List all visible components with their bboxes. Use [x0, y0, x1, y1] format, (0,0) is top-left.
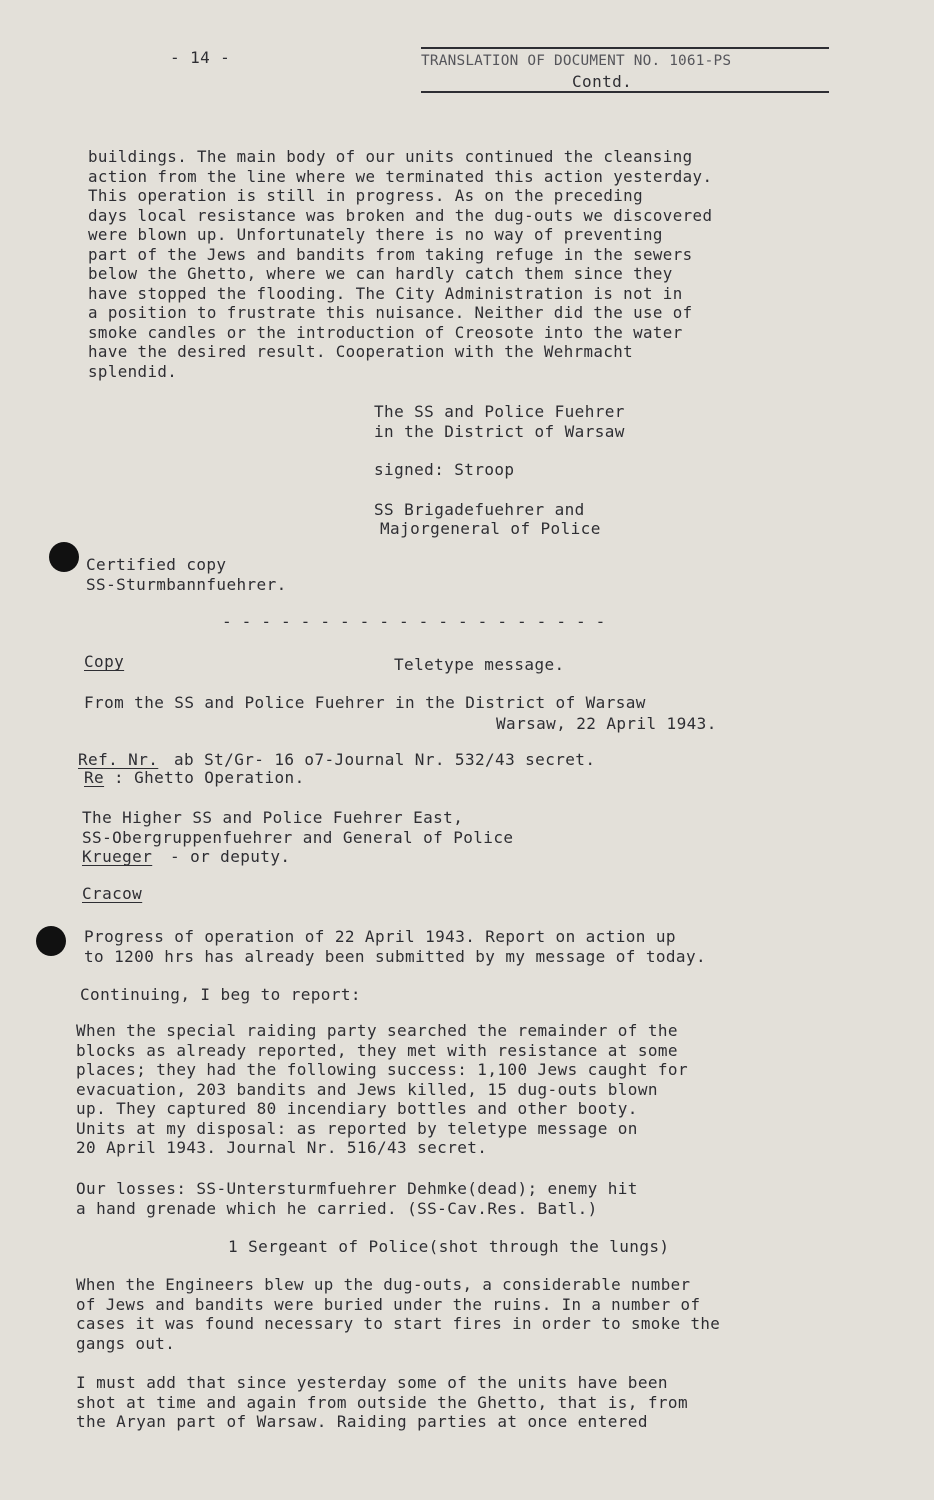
continuing-line: Continuing, I beg to report:	[80, 985, 361, 1004]
city-label: Cracow	[82, 884, 143, 903]
losses-paragraph: Our losses: SS-Untersturmfuehrer Dehmke(dead); enemy hit a hand grenade which he carried. (SS-Cav.Res. Batl.)	[76, 1179, 638, 1218]
closing-paragraph: I must add that since yesterday some of the units have been shot at time and again from outside the Ghetto, that is, from the Aryan part of Warsaw. Raiding parties at once entered	[76, 1373, 689, 1431]
signature-rank-line1: SS Brigadefuehrer and	[374, 500, 585, 519]
continued-label: Contd.	[572, 72, 633, 91]
addressee-line2: SS-Obergruppenfuehrer and General of Police	[82, 828, 514, 847]
sergeant-line: 1 Sergeant of Police(shot through the lungs)	[228, 1237, 670, 1256]
signature-title-line2: in the District of Warsaw	[374, 422, 625, 441]
signature-rank-line2: Majorgeneral of Police	[380, 519, 601, 538]
section-divider: - - - - - - - - - - - - - - - - - - - -	[222, 612, 606, 631]
signature-signed: signed: Stroop	[374, 460, 515, 479]
punch-hole-top	[49, 542, 79, 572]
addressee-line1: The Higher SS and Police Fuehrer East,	[82, 808, 464, 827]
addressee-name: Krueger	[82, 847, 153, 866]
signature-title-line1: The SS and Police Fuehrer	[374, 402, 625, 421]
teletype-heading: Teletype message.	[394, 655, 565, 674]
place-date: Warsaw, 22 April 1943.	[496, 714, 717, 733]
engineers-paragraph: When the Engineers blew up the dug-outs, a considerable number of Jews and bandits were buried under the ruins. In a number of cases it was found necessary to start fires in order to smoke the gangs out.	[76, 1275, 721, 1353]
progress-paragraph: Progress of operation of 22 April 1943. Report on action up to 1200 hrs has already been submitted by my message of today.	[84, 927, 707, 966]
certification-line2: SS-Sturmbannfuehrer.	[86, 575, 287, 594]
header-top-rule	[421, 47, 829, 49]
header-bottom-rule	[421, 91, 829, 93]
copy-label: Copy	[84, 652, 125, 671]
punch-hole-bottom	[36, 926, 66, 956]
reference-label: Ref. Nr.	[78, 750, 159, 769]
addressee-deputy: - or deputy.	[170, 847, 291, 866]
certification-line1: Certified copy	[86, 555, 227, 574]
raiding-paragraph: When the special raiding party searched the remainder of the blocks as already reported, they met with resistance at some places; they had the following success: 1,100 Jews caught for evacuation, 203 bandits and Jews killed, 15 dug-outs blown up. They captured 80 incendiary bottles and other booty. Units at my disposal: as reported by teletype message on 20 April 1943. Journal Nr. 516/43 secret.	[76, 1021, 689, 1157]
document-title: TRANSLATION OF DOCUMENT NO. 1061-PS	[421, 53, 732, 69]
from-line: From the SS and Police Fuehrer in the District of Warsaw	[84, 693, 646, 712]
subject-text: : Ghetto Operation.	[114, 768, 305, 787]
report-paragraph: buildings. The main body of our units continued the cleansing action from the line where we terminated this action yesterday. This operation is still in progress. As on the preceding days local resistance was broken and the dug-outs we discovered were blown up. Unfortunately there is no way of preventing part of the Jews and bandits from taking refuge in the sewers below the Ghetto, where we can hardly catch them since they have stopped the flooding. The City Administration is not in a position to frustrate this nuisance. Neither did the use of smoke candles or the introduction of Creosote into the water have the desired result. Cooperation with the Wehrmacht splendid.	[88, 147, 713, 381]
subject-label: Re	[84, 768, 105, 787]
reference-text: ab St/Gr- 16 o7-Journal Nr. 532/43 secret.	[174, 750, 596, 769]
page-number: - 14 -	[170, 48, 231, 67]
